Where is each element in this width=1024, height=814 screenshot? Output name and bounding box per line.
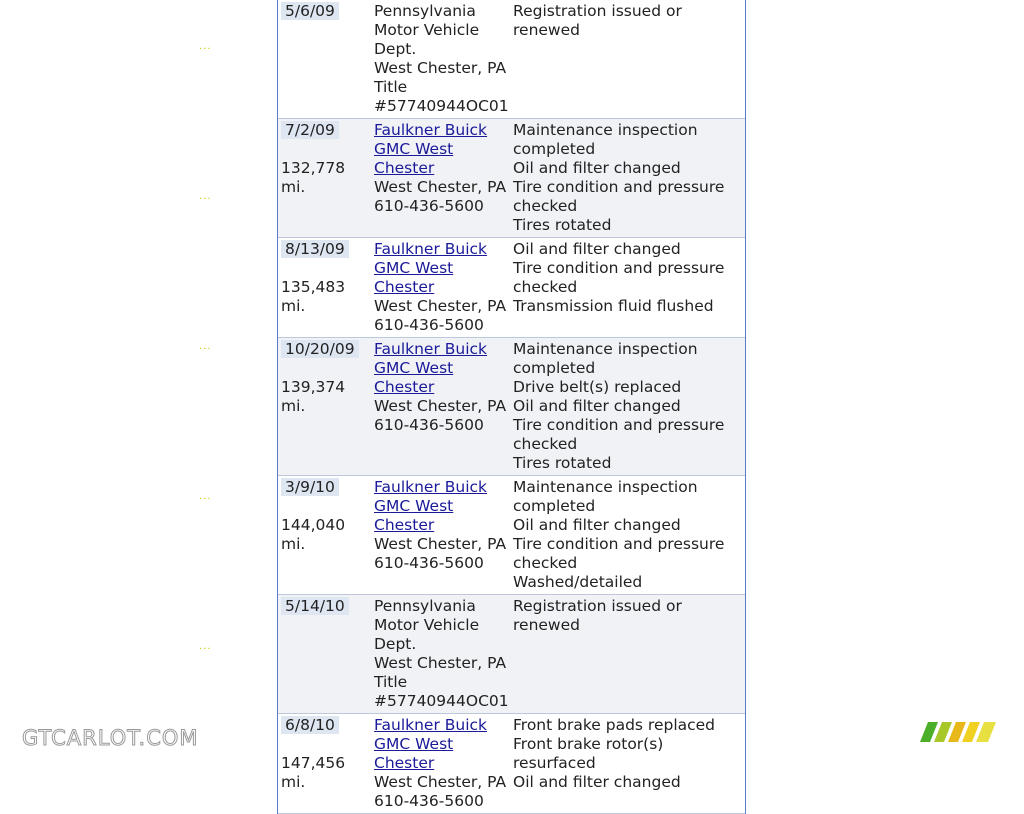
date-cell [278, 119, 374, 237]
services-cell [513, 714, 745, 813]
service-line: Washed/detailed [513, 573, 643, 591]
source-detail-line: West Chester, PA [374, 297, 507, 315]
source-detail-line: West Chester, PA [374, 59, 507, 77]
services-cell [513, 0, 745, 118]
source-cell [374, 714, 513, 813]
source-name-line: Pennsylvania [374, 597, 476, 615]
service-line: Oil and filter changed [513, 240, 681, 258]
dealer-link[interactable] [374, 340, 513, 397]
service-line: Oil and filter changed [513, 159, 681, 177]
vehicle-history-table [277, 0, 746, 814]
service-line: Oil and filter changed [513, 397, 681, 415]
margin-dots: ··· [199, 494, 212, 505]
source-detail-line: 610-436-5600 [374, 554, 484, 572]
dealer-name-line[interactable]: GMC West [374, 735, 454, 753]
dealer-name-line[interactable]: GMC West [374, 140, 454, 158]
source-detail-line: Title [374, 78, 408, 96]
source-cell [374, 119, 513, 237]
services-cell [513, 119, 745, 237]
source-detail-line: West Chester, PA [374, 397, 507, 415]
dealer-name-line[interactable]: Faulkner Buick [374, 478, 488, 496]
history-row [278, 0, 745, 119]
margin-dots: ··· [199, 644, 212, 655]
dealer-name-line[interactable]: Chester [374, 516, 435, 534]
date-badge: 3/9/10 [281, 478, 339, 496]
source-detail-line: 610-436-5600 [374, 416, 484, 434]
dealer-name-line[interactable]: GMC West [374, 497, 454, 515]
gtcarlot-stripes-icon [920, 720, 1000, 744]
source-cell [374, 595, 513, 713]
service-line: checked [513, 278, 578, 296]
service-line: Front brake rotor(s) resurfaced [513, 735, 664, 772]
source-name-line: Motor Vehicle [374, 616, 480, 634]
source-cell [374, 338, 513, 475]
date-cell [278, 0, 374, 118]
history-row [278, 714, 745, 814]
date-badge: 5/14/10 [281, 597, 349, 615]
dealer-link[interactable] [374, 478, 513, 535]
source-name-line: Dept. [374, 635, 417, 653]
source-cell [374, 476, 513, 594]
services-cell [513, 238, 745, 337]
source-detail-line: West Chester, PA [374, 535, 507, 553]
dealer-link[interactable] [374, 240, 513, 297]
service-line: Oil and filter changed [513, 516, 681, 534]
source-name-line: Dept. [374, 40, 417, 58]
service-line: completed [513, 497, 596, 515]
dealer-name-line[interactable]: Faulkner Buick [374, 240, 488, 258]
dealer-name-line[interactable]: Faulkner Buick [374, 340, 488, 358]
service-line: Tire condition and pressure [513, 259, 725, 277]
date-cell [278, 338, 374, 475]
history-row [278, 238, 745, 338]
dealer-name-line[interactable]: Chester [374, 278, 435, 296]
service-line: checked [513, 435, 578, 453]
dealer-link[interactable] [374, 121, 513, 178]
history-row [278, 338, 745, 476]
service-line: Oil and filter changed [513, 773, 681, 791]
service-line: checked [513, 554, 578, 572]
history-row [278, 595, 745, 714]
mileage-value: 147,456 mi. [281, 754, 346, 791]
source-detail-line: West Chester, PA [374, 654, 507, 672]
margin-dots: ··· [199, 194, 212, 205]
source-detail-line: #57740944OC01 [374, 692, 509, 710]
dealer-name-line[interactable]: Chester [374, 378, 435, 396]
service-line: Registration issued or renewed [513, 2, 682, 39]
mileage-value: 135,483 mi. [281, 278, 346, 315]
date-cell [278, 714, 374, 813]
service-line: Tires rotated [513, 454, 612, 472]
service-line: completed [513, 140, 596, 158]
history-row [278, 476, 745, 595]
date-cell [278, 476, 374, 594]
service-line: checked [513, 197, 578, 215]
date-badge: 6/8/10 [281, 716, 339, 734]
dealer-name-line[interactable]: Faulkner Buick [374, 716, 488, 734]
service-line: Tire condition and pressure [513, 535, 725, 553]
date-badge: 10/20/09 [281, 340, 359, 358]
service-line: completed [513, 359, 596, 377]
service-line: Maintenance inspection [513, 478, 698, 496]
mileage-value: 139,374 mi. [281, 378, 346, 415]
service-line: Tire condition and pressure [513, 178, 725, 196]
dealer-name-line[interactable]: Faulkner Buick [374, 121, 488, 139]
mileage-value: 132,778 mi. [281, 159, 346, 196]
service-line: Front brake pads replaced [513, 716, 716, 734]
date-cell [278, 595, 374, 713]
service-line: Transmission fluid flushed [513, 297, 714, 315]
dealer-name-line[interactable]: GMC West [374, 259, 454, 277]
date-badge: 7/2/09 [281, 121, 339, 139]
mileage-value: 144,040 mi. [281, 516, 346, 553]
dealer-name-line[interactable]: Chester [374, 159, 435, 177]
dealer-name-line[interactable]: Chester [374, 754, 435, 772]
source-name-line: Pennsylvania [374, 2, 476, 20]
source-name-line: Motor Vehicle [374, 21, 480, 39]
date-badge: 8/13/09 [281, 240, 349, 258]
source-detail-line: 610-436-5600 [374, 792, 484, 810]
service-line: Tires rotated [513, 216, 612, 234]
services-cell [513, 595, 745, 713]
source-detail-line: 610-436-5600 [374, 197, 484, 215]
services-cell [513, 338, 745, 475]
dealer-link[interactable] [374, 716, 513, 773]
source-detail-line: West Chester, PA [374, 773, 507, 791]
source-detail-line: 610-436-5600 [374, 316, 484, 334]
services-cell [513, 476, 745, 594]
date-badge: 5/6/09 [281, 2, 339, 20]
watermark-text: GTCARLOT.COM [22, 726, 199, 750]
source-detail-line: Title [374, 673, 408, 691]
dealer-name-line[interactable]: GMC West [374, 359, 454, 377]
history-row [278, 119, 745, 238]
source-cell [374, 238, 513, 337]
service-line: Maintenance inspection [513, 340, 698, 358]
date-cell [278, 238, 374, 337]
source-cell [374, 0, 513, 118]
source-detail-line: #57740944OC01 [374, 97, 509, 115]
service-line: Drive belt(s) replaced [513, 378, 682, 396]
service-line: Registration issued or renewed [513, 597, 682, 634]
source-detail-line: West Chester, PA [374, 178, 507, 196]
margin-dots: ··· [199, 344, 212, 355]
service-line: Maintenance inspection [513, 121, 698, 139]
service-line: Tire condition and pressure [513, 416, 725, 434]
margin-dots: ··· [199, 44, 212, 55]
